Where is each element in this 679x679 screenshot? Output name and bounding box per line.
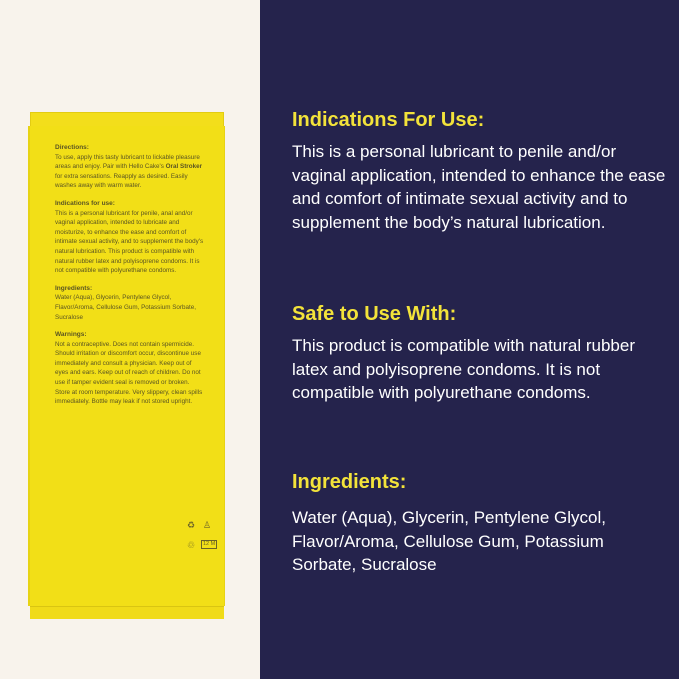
box-directions-text: To use, apply this tasty lubricant to lickable pleasure areas and enjoy. Pair with Hello Cake's Oral Stroker for extra sensations. Reapply as desired. Easily washes away with warm water. xyxy=(55,153,203,190)
box-label-text xyxy=(55,143,205,415)
recycle-person-icon: ♻ xyxy=(187,520,196,530)
box-ingredients-text: Water (Aqua), Glycerin, Pentylene Glycol, Flavor/Aroma, Cellulose Gum, Potassium Sorbate, Sucralose xyxy=(55,294,197,321)
tidyman-icon: ♙ xyxy=(203,520,212,530)
pao-icon: 12 M xyxy=(203,541,216,547)
box-indications-text: This is a personal lubricant for penile, anal and/or vaginal application, intended to lubricate and moisturize, to enhance the ease and comfort of intimate sexual activity, and to supplement the body's natural lubrication. This product is compatible with natural rubber latex and polyisoprene condoms. It is not compatible with polyurethane condoms. xyxy=(55,209,204,275)
indications-section xyxy=(292,108,672,234)
box-indications-title: Indications for use: xyxy=(55,199,115,207)
ingredients-section xyxy=(292,470,672,577)
recycling-icon: ♲ xyxy=(187,540,196,550)
box-bottom-edge xyxy=(30,606,224,619)
box-warnings-title: Warnings: xyxy=(55,331,87,339)
ingredients-body: Water (Aqua), Glycerin, Pentylene Glycol, Flavor/Aroma, Cellulose Gum, Potassium Sorbate, Sucralose xyxy=(292,508,606,574)
product-photo-panel xyxy=(0,0,260,679)
box-oral-stroker-name: Oral Stroker xyxy=(165,163,203,171)
indications-heading: Indications For Use: xyxy=(292,109,485,131)
ingredients-heading: Ingredients: xyxy=(292,471,407,493)
box-ingredients-title: Ingredients: xyxy=(55,284,93,292)
box-symbols xyxy=(185,520,225,570)
box-directions-title: Directions: xyxy=(55,144,89,151)
indications-body: This is a personal lubricant to penile and/or vaginal application, intended to enhance the ease and comfort of intimate sexual activity and to supplement the body’s natural lubrication. xyxy=(292,142,666,232)
safe-to-use-body: This product is compatible with natural rubber latex and polyisoprene condoms. It is not compatible with polyurethane condoms. xyxy=(292,336,635,402)
safe-to-use-heading: Safe to Use With: xyxy=(292,303,457,325)
box-warnings-text: Not a contraceptive. Does not contain spermicide. Should irritation or discomfort occur, discontinue use immediately and consult a physician. Keep out of eyes and ears. Keep out of reach of children. Do not use if tamper evident seal is removed or broken. Store at room temperature. Very slippery, clean spills immediately. Bottle may leak if not stored upright. xyxy=(55,340,203,406)
safe-to-use-section xyxy=(292,302,672,405)
box-top-flap xyxy=(30,112,224,127)
